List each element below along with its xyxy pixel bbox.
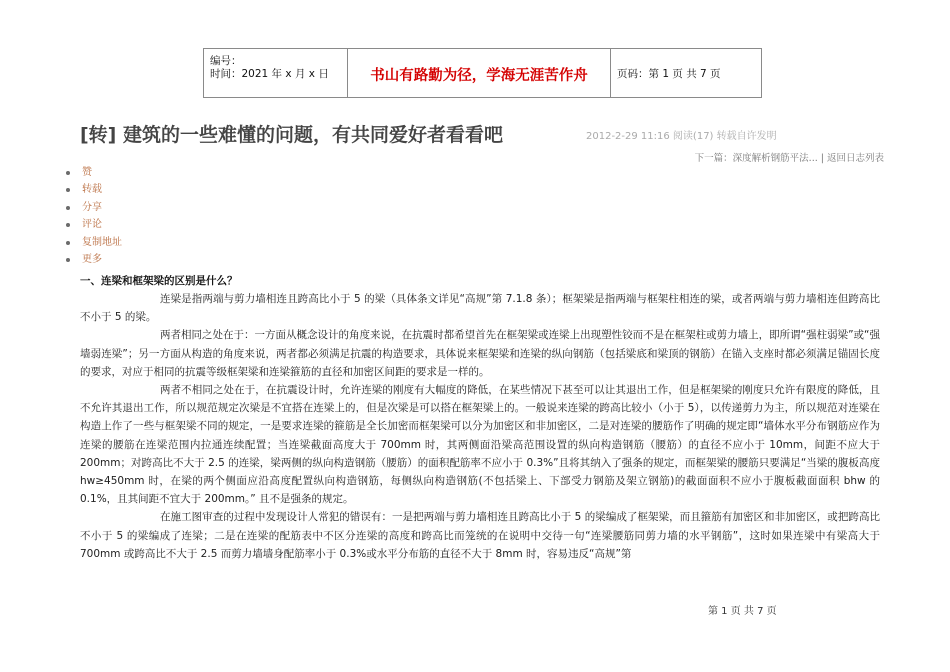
bullet-icon <box>66 258 70 262</box>
article-nav <box>695 150 884 164</box>
paragraph: 连梁是指两端与剪力墙相连且跨高比小于 5 的梁（具体条文详见“高规”第 7.1.8 条）；框架梁是指两端与框架柱相连的梁，或者两端与剪力墙相连但跨高比不小于 5 的梁。 <box>80 293 880 324</box>
motto-text: 书山有路勤为径，学海无涯苦作舟 <box>370 68 588 84</box>
document-header <box>203 48 762 98</box>
header-meta-cell <box>204 49 348 97</box>
article-title: [转] 建筑的一些难懂的问题，有共同爱好者看看吧 <box>80 124 503 146</box>
action-comment[interactable] <box>66 216 122 233</box>
section-heading: 一、连梁和框架梁的区别是什么？ <box>80 275 238 287</box>
number-label: 编号： <box>210 55 242 67</box>
paragraph: 在施工图审查的过程中发现设计人常犯的错误有：一是把两端与剪力墙相连且跨高比小于 5 的梁编成了框架梁，而且箍筋有加密区和非加密区，或把跨高比不小于 5 的梁编成了连梁；二是在连梁的配筋表中不区分连梁的高度和跨高比而笼统的在说明中交待一句“连梁腰筋同剪力墙的水平钢筋”，这时如果连梁中有梁高大于 700mm 或跨高比不大于 2.5 而剪力墙墙身配筋率小于 0.3%或水平分布筋的直径不大于 8mm 时，容易违反“高规”第 <box>80 511 880 560</box>
article-meta: 2012-2-29 11:16 阅读(17) 转载自许发明 <box>586 131 777 142</box>
action-label: 评论 <box>82 219 102 231</box>
action-like[interactable] <box>66 164 122 181</box>
bullet-icon <box>66 206 70 210</box>
bullet-icon <box>66 171 70 175</box>
nav-separator: | <box>817 153 827 164</box>
back-to-list-link[interactable]: 返回日志列表 <box>826 153 884 164</box>
time-label: 时间：2021 年 x 月 x 日 <box>210 68 329 80</box>
action-share[interactable] <box>66 199 122 216</box>
action-label: 复制地址 <box>82 236 122 248</box>
header-motto-cell <box>348 49 611 97</box>
action-copy-url[interactable] <box>66 234 122 251</box>
action-more[interactable] <box>66 251 122 268</box>
paragraph: 两者不相同之处在于，在抗震设计时，允许连梁的刚度有大幅度的降低，在某些情况下甚至可以让其退出工作，但是框架梁的刚度只允许有限度的降低，且不允许其退出工作，所以规范规定次梁是不宜搭在连梁上的，但是次梁是可以搭在框架梁上的。一般说来连梁的跨高比较小（小于 5），以传递剪力为主，所以规范对连梁在构造上作了一些与框架梁不同的规定，一是要求连梁的箍筋是全长加密而框架梁可以分为加密区和非加密区，二是对连梁的腰筋作了明确的规定即“墙体水平分布钢筋应作为连梁的腰筋在连梁范围内拉通连续配置；当连梁截面高度大于 700mm 时，其两侧面沿梁高范围设置的纵向构造钢筋（腰筋）的直径不应小于 10mm，间距不应大于 200mm；对跨高比不大于 2.5 的连梁，梁两侧的纵向构造钢筋（腰筋）的面积配筋率不应小于 0.3%”且将其纳入了强条的规定，而框架梁的腰筋只要满足“当梁的腹板高度 hw≥450mm 时，在梁的两个侧面应沿高度配置纵向构造钢筋，每侧纵向构造钢筋(不包括梁上、下部受力钢筋及架立钢筋)的截面面积不应小于腹板截面面积 bhw 的 0.1%，且其间距不宜大于 200mm。” 且不是强条的规定。 <box>80 384 880 506</box>
action-repost[interactable] <box>66 181 122 198</box>
page-footer: 第 1 页 共 7 页 <box>708 606 777 617</box>
next-article-link[interactable]: 下一篇：深度解析钢筋平法... <box>694 153 818 164</box>
paragraph: 两者相同之处在于：一方面从概念设计的角度来说，在抗震时都希望首先在框架梁或连梁上出现塑性铰而不是在框架柱或剪力墙上，即所谓“强柱弱梁”或“强墙弱连梁”；另一方面从构造的角度来说，两者都必须满足抗震的构造要求，具体说来框架梁和连梁的纵向钢筋（包括梁底和梁顶的钢筋）在锚入支座时都必须满足锚固长度的要求，对应于相同的抗震等级框架梁和连梁箍筋的直径和加密区间距的要求是一样的。 <box>80 329 880 378</box>
action-label: 转载 <box>82 184 102 196</box>
article-body <box>80 272 880 563</box>
article-actions <box>66 164 122 268</box>
header-page-cell <box>611 49 761 97</box>
action-label: 分享 <box>82 201 102 213</box>
action-label: 更多 <box>82 253 102 265</box>
page-info: 页码：第 1 页 共 7 页 <box>617 68 721 80</box>
action-label: 赞 <box>82 167 92 178</box>
bullet-icon <box>66 241 70 245</box>
bullet-icon <box>66 188 70 192</box>
bullet-icon <box>66 223 70 227</box>
